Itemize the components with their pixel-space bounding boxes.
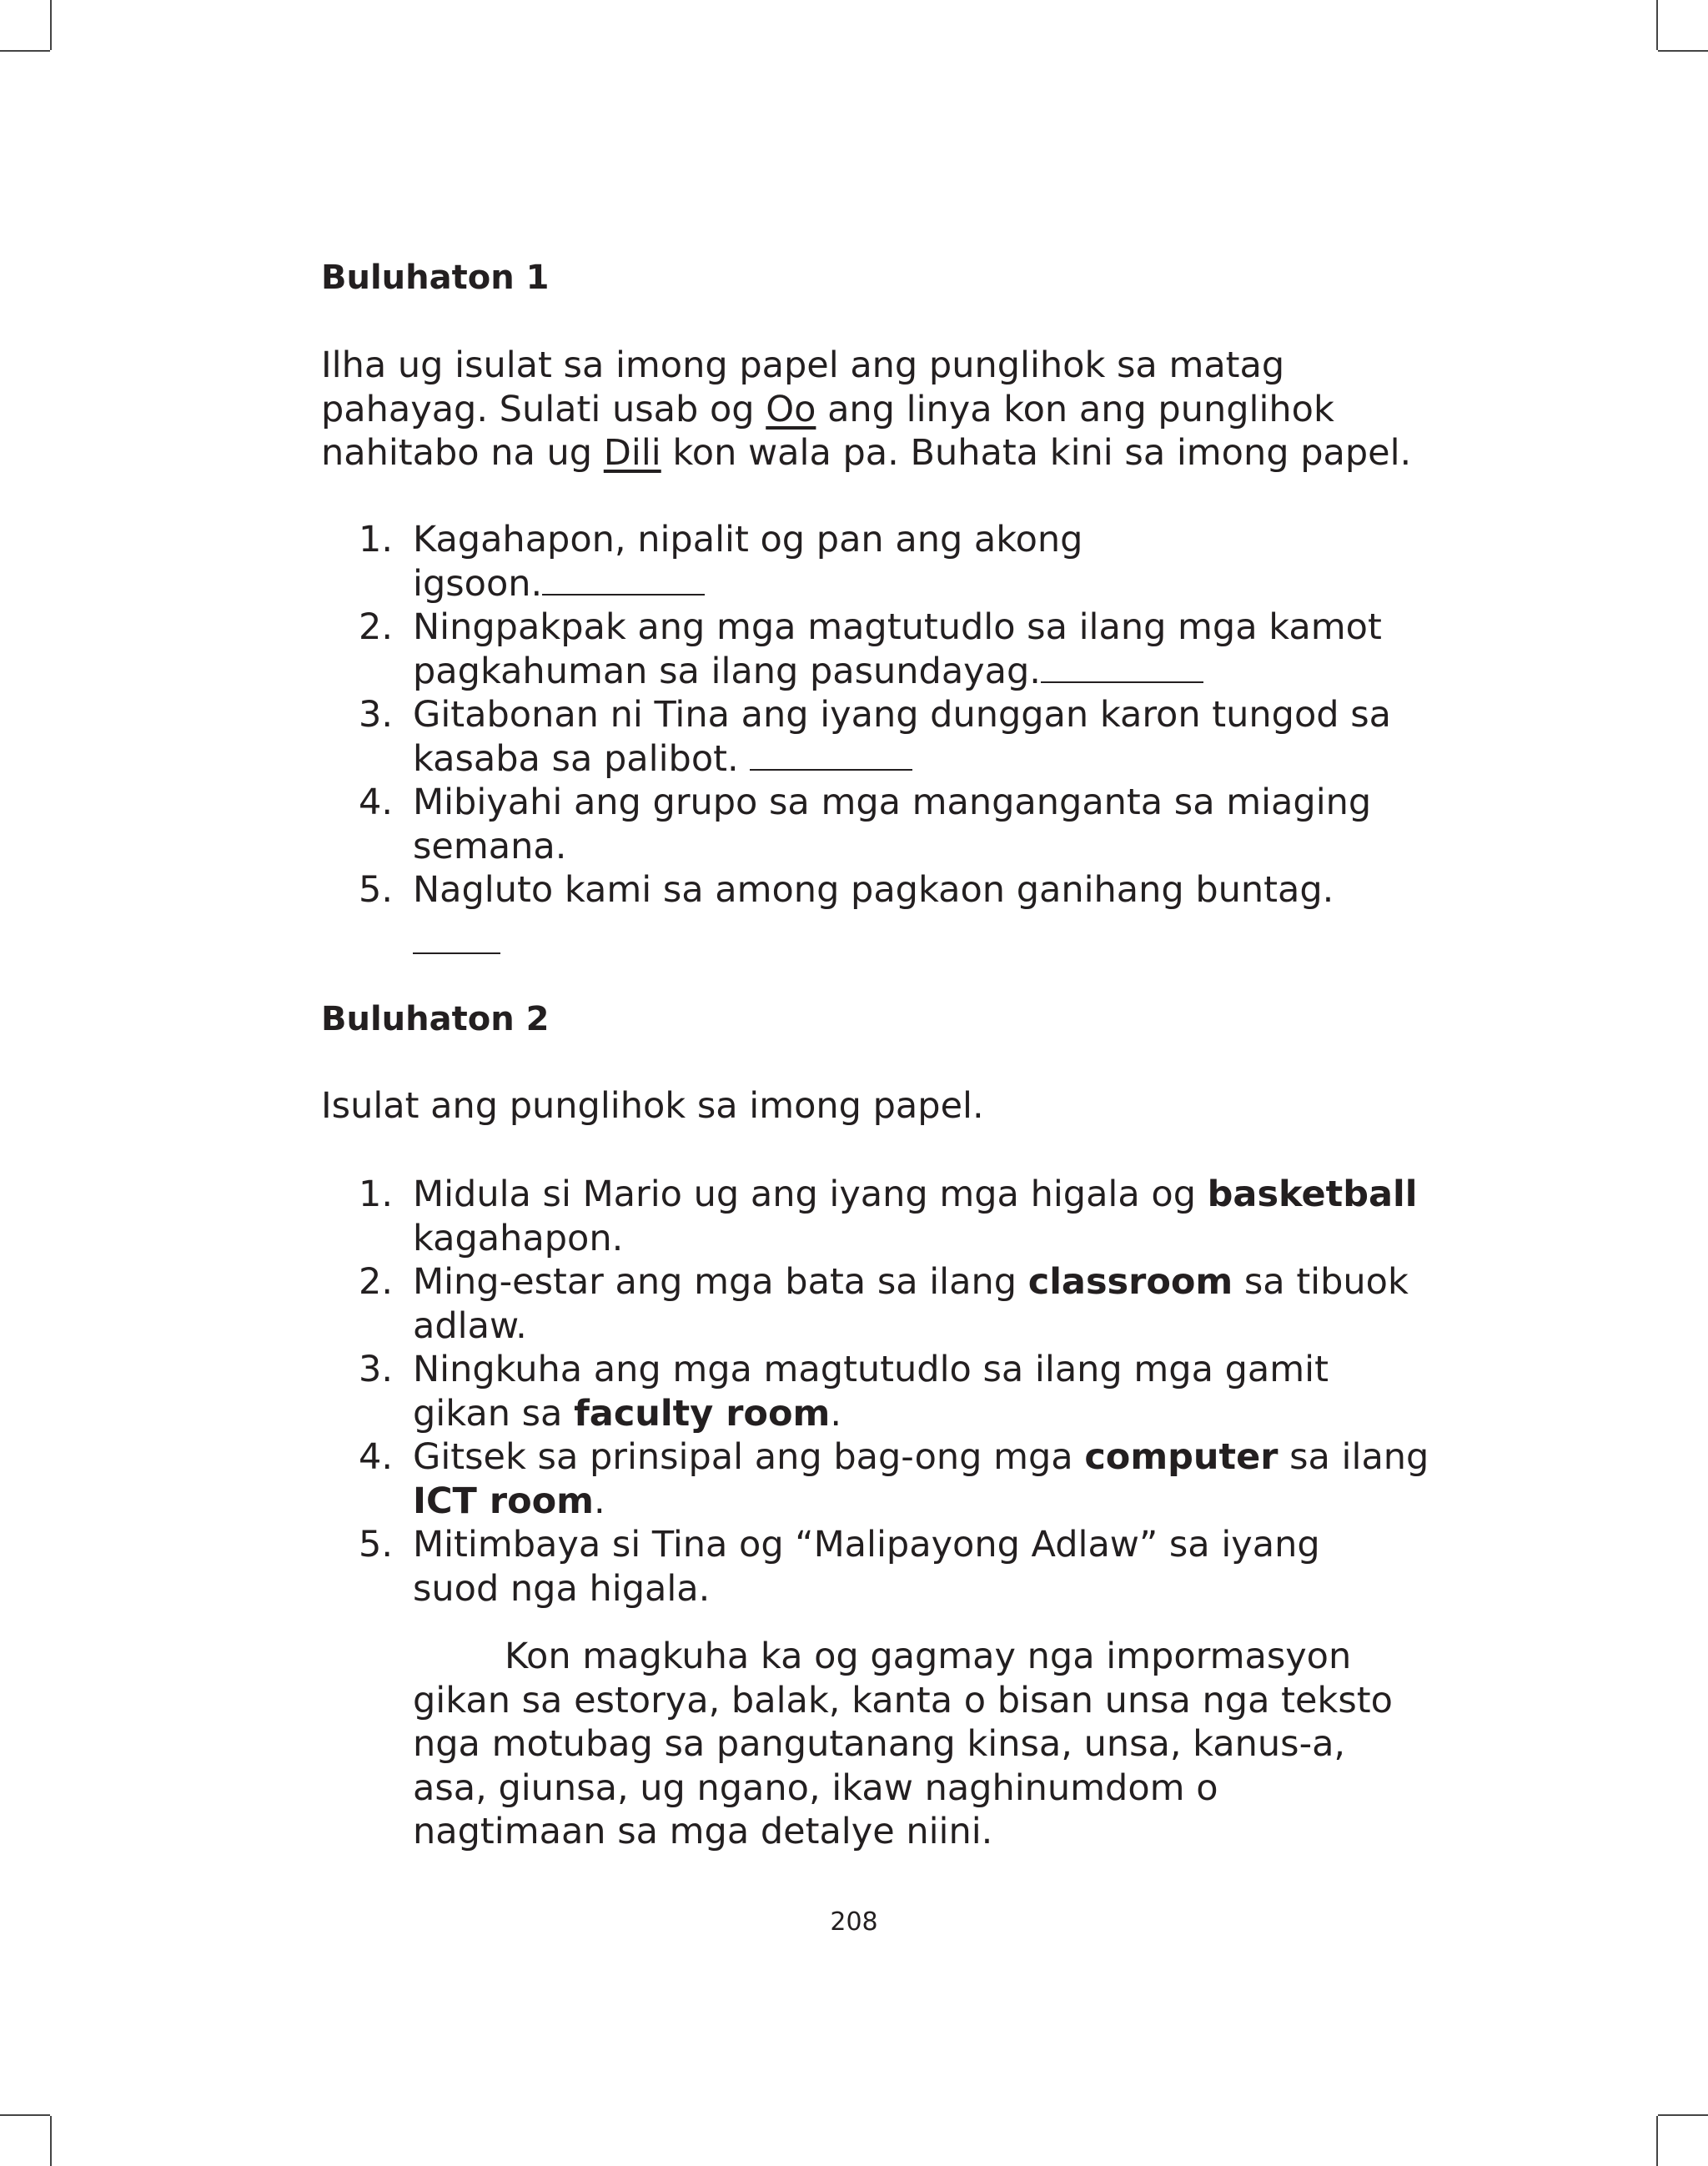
- item-text: kagahapon.: [413, 1217, 624, 1259]
- list-item: [359, 1173, 1468, 1260]
- item-text: semana.: [413, 825, 567, 867]
- list-item: [359, 606, 1468, 693]
- instruction-text: nahitabo na ug: [321, 432, 604, 474]
- item-text: Kagahapon, nipalit og pan ang akong: [413, 519, 1083, 560]
- list-item: [359, 1348, 1468, 1435]
- answer-blank[interactable]: [413, 912, 500, 954]
- answer-blank[interactable]: [750, 739, 912, 771]
- item-text: gikan sa: [413, 1392, 575, 1435]
- item-text: Nagluto kami sa among pagkaon ganihang buntag.: [413, 869, 1334, 911]
- list-item: [359, 693, 1468, 781]
- item-text: Mitimbaya si Tina og “Malipayong Adlaw” sa iyang: [413, 1524, 1320, 1565]
- section-2-instructions: Isulat ang punglihok sa imong papel.: [321, 1085, 984, 1127]
- item-text: Ningkuha ang mga magtutudlo sa ilang mga gamit: [413, 1349, 1329, 1390]
- item-text: sa ilang: [1278, 1436, 1429, 1478]
- section-1-list: [359, 518, 1468, 954]
- item-number: 3.: [359, 694, 394, 736]
- item-text: Ming-estar ang mga bata sa ilang: [413, 1261, 1028, 1303]
- section-1-heading: Buluhaton 1: [321, 259, 550, 297]
- item-text: Gitsek sa prinsipal ang bag-ong mga: [413, 1436, 1085, 1478]
- instruction-text: pahayag. Sulati usab og: [321, 388, 766, 430]
- item-number: 3.: [359, 1349, 394, 1390]
- closing-text: nagtimaan sa mga detalye niini.: [413, 1811, 993, 1852]
- section-1-instructions: [321, 344, 1455, 475]
- bold-term: faculty room: [574, 1392, 831, 1435]
- answer-blank[interactable]: [542, 564, 705, 596]
- section-2-heading: Buluhaton 2: [321, 1000, 550, 1038]
- item-text: Ningpakpak ang mga magtutudlo sa ilang mga kamot: [413, 606, 1382, 648]
- closing-text: asa, giunsa, ug ngano, ikaw naghinumdom o: [413, 1766, 1218, 1809]
- list-item: [359, 518, 1468, 606]
- underlined-word-dili: Dili: [603, 432, 661, 474]
- item-number: 1.: [359, 519, 394, 560]
- item-text: suod nga higala.: [413, 1567, 711, 1610]
- item-text: igsoon.: [413, 562, 543, 605]
- list-item: [359, 781, 1468, 868]
- list-item: [359, 1435, 1468, 1523]
- item-text: kasaba sa palibot.: [413, 737, 751, 780]
- item-text: Mibiyahi ang grupo sa mga manganganta sa miaging: [413, 781, 1372, 823]
- closing-text: gikan sa estorya, balak, kanta o bisan unsa nga teksto: [413, 1679, 1393, 1721]
- bold-term: classroom: [1027, 1261, 1233, 1303]
- closing-text: Kon magkuha ka og gagmay nga impormasyon: [505, 1636, 1352, 1677]
- item-number: 4.: [359, 781, 394, 823]
- item-text: .: [830, 1392, 841, 1435]
- page-number: 208: [830, 1907, 878, 1937]
- item-number: 2.: [359, 1261, 394, 1303]
- instruction-text: Ilha ug isulat sa imong papel ang punglihok sa matag: [321, 344, 1285, 386]
- bold-term: basketball: [1207, 1173, 1418, 1215]
- underlined-word-oo: Oo: [766, 388, 816, 430]
- item-number: 4.: [359, 1436, 394, 1478]
- bold-term: computer: [1084, 1436, 1278, 1478]
- answer-blank[interactable]: [1041, 651, 1203, 683]
- section-2-list: [359, 1173, 1468, 1611]
- closing-text: nga motubag sa pangutanang kinsa, unsa, kanus-a,: [413, 1723, 1346, 1765]
- item-number: 5.: [359, 869, 394, 911]
- list-item: [359, 1523, 1468, 1611]
- item-number: 5.: [359, 1524, 394, 1565]
- instruction-text: ang linya kon ang punglihok: [816, 388, 1334, 430]
- item-text: Midula si Mario ug ang iyang mga higala og: [413, 1173, 1208, 1215]
- list-item: [359, 1260, 1468, 1348]
- bold-term: ICT room: [413, 1480, 594, 1522]
- item-text: sa tibuok: [1233, 1261, 1409, 1303]
- item-number: 2.: [359, 606, 394, 648]
- item-text: .: [593, 1480, 605, 1522]
- item-text: Gitabonan ni Tina ang iyang dunggan karon tungod sa: [413, 694, 1391, 736]
- list-item: [359, 868, 1468, 954]
- item-text: pagkahuman sa ilang pasundayag.: [413, 650, 1041, 692]
- instruction-text: kon wala pa. Buhata kini sa imong papel.: [661, 432, 1412, 474]
- item-number: 1.: [359, 1173, 394, 1215]
- item-text: adlaw.: [413, 1304, 527, 1347]
- closing-paragraph: [413, 1635, 1397, 1854]
